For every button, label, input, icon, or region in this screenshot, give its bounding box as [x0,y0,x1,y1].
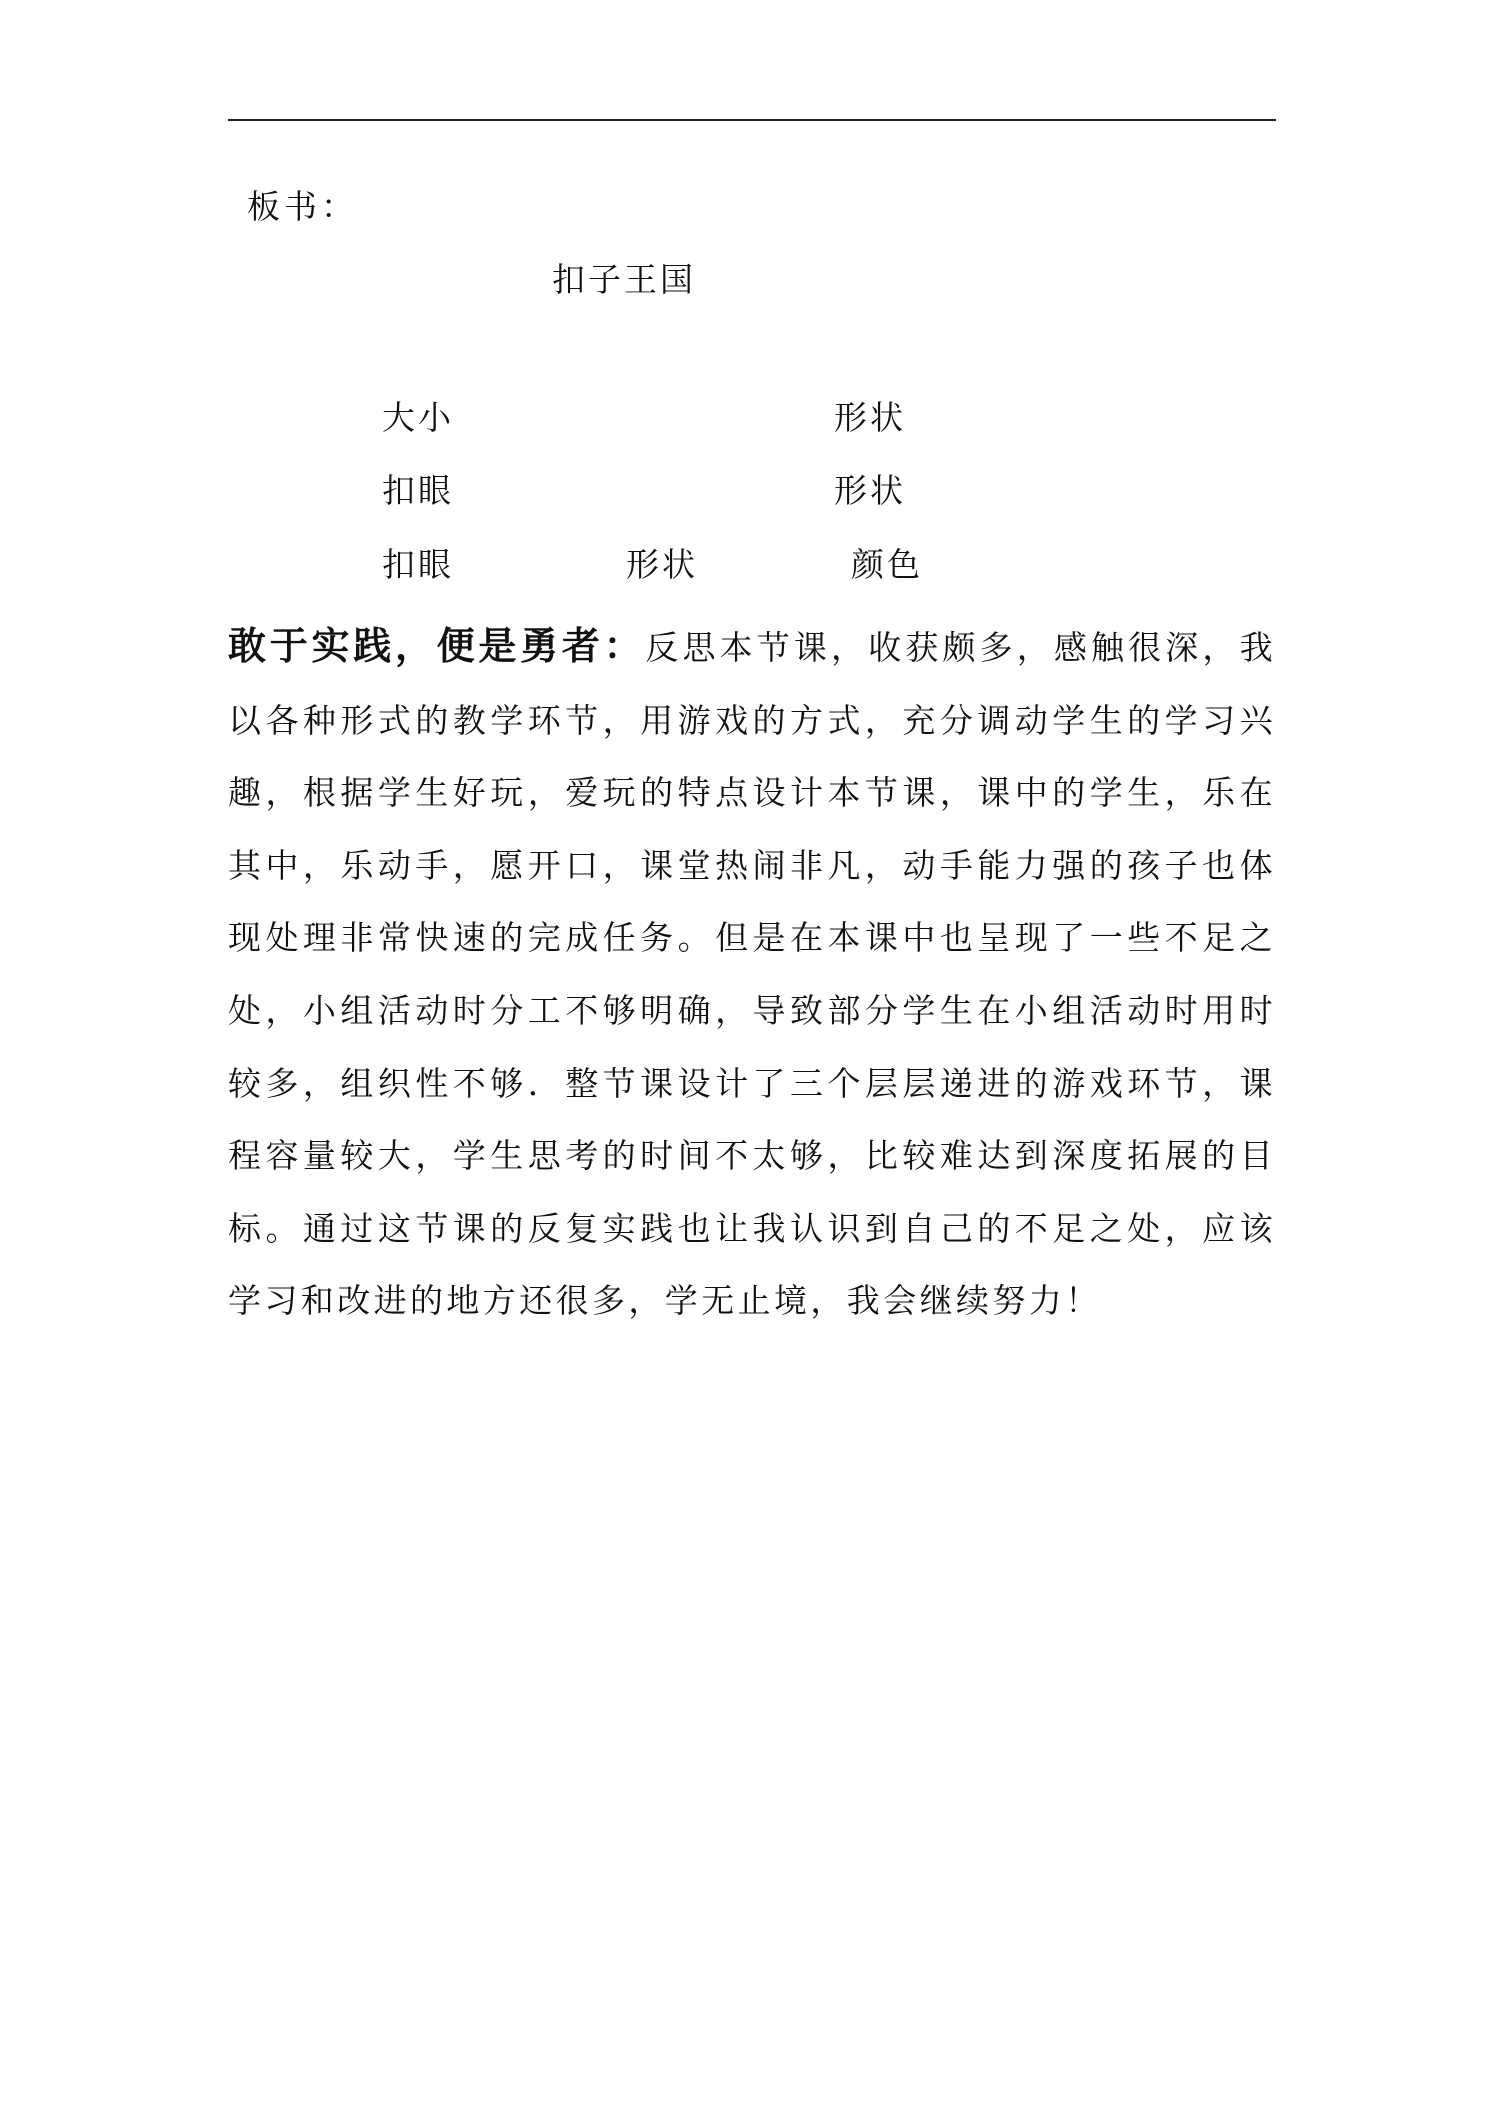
reflection-lead: 敢于实践，便是勇者： [228,623,646,668]
board-title: 扣子王国 [552,260,696,299]
board-row1-left: 大小 [382,398,454,437]
reflection-paragraph [228,610,1276,1338]
board-row2-left: 扣眼 [382,471,454,510]
header-rule [228,119,1276,121]
board-row3-right: 颜色 [851,545,923,584]
reflection-body: 反思本节课，收获颇多，感触很深，我以各种形式的教学环节，用游戏的方式，充分调动学生的学习兴趣，根据学生好玩，爱玩的特点设计本节课，课中的学生，乐在其中，乐动手，愿开口，课堂热闹非凡，动手能力强的孩子也体现处理非常快速的完成任务。但是在本课中也呈现了一些不足之处，小组活动时分工不够明确，导致部分学生在小组活动时用时较多，组织性不够．整节课设计了三个层层递进的游戏环节，课程容量较大，学生思考的时间不太够，比较难达到深度拓展的目标。通过这节课的反复实践也让我认识到自己的不足之处，应该学习和改进的地方还很多，学无止境，我会继续努力！ [228,628,1276,1321]
board-row3-left: 扣眼 [382,545,454,584]
board-row2-right: 形状 [834,471,906,510]
board-row3-middle: 形状 [626,545,698,584]
board-row1-right: 形状 [834,398,906,437]
section-label: 板书： [247,187,358,226]
